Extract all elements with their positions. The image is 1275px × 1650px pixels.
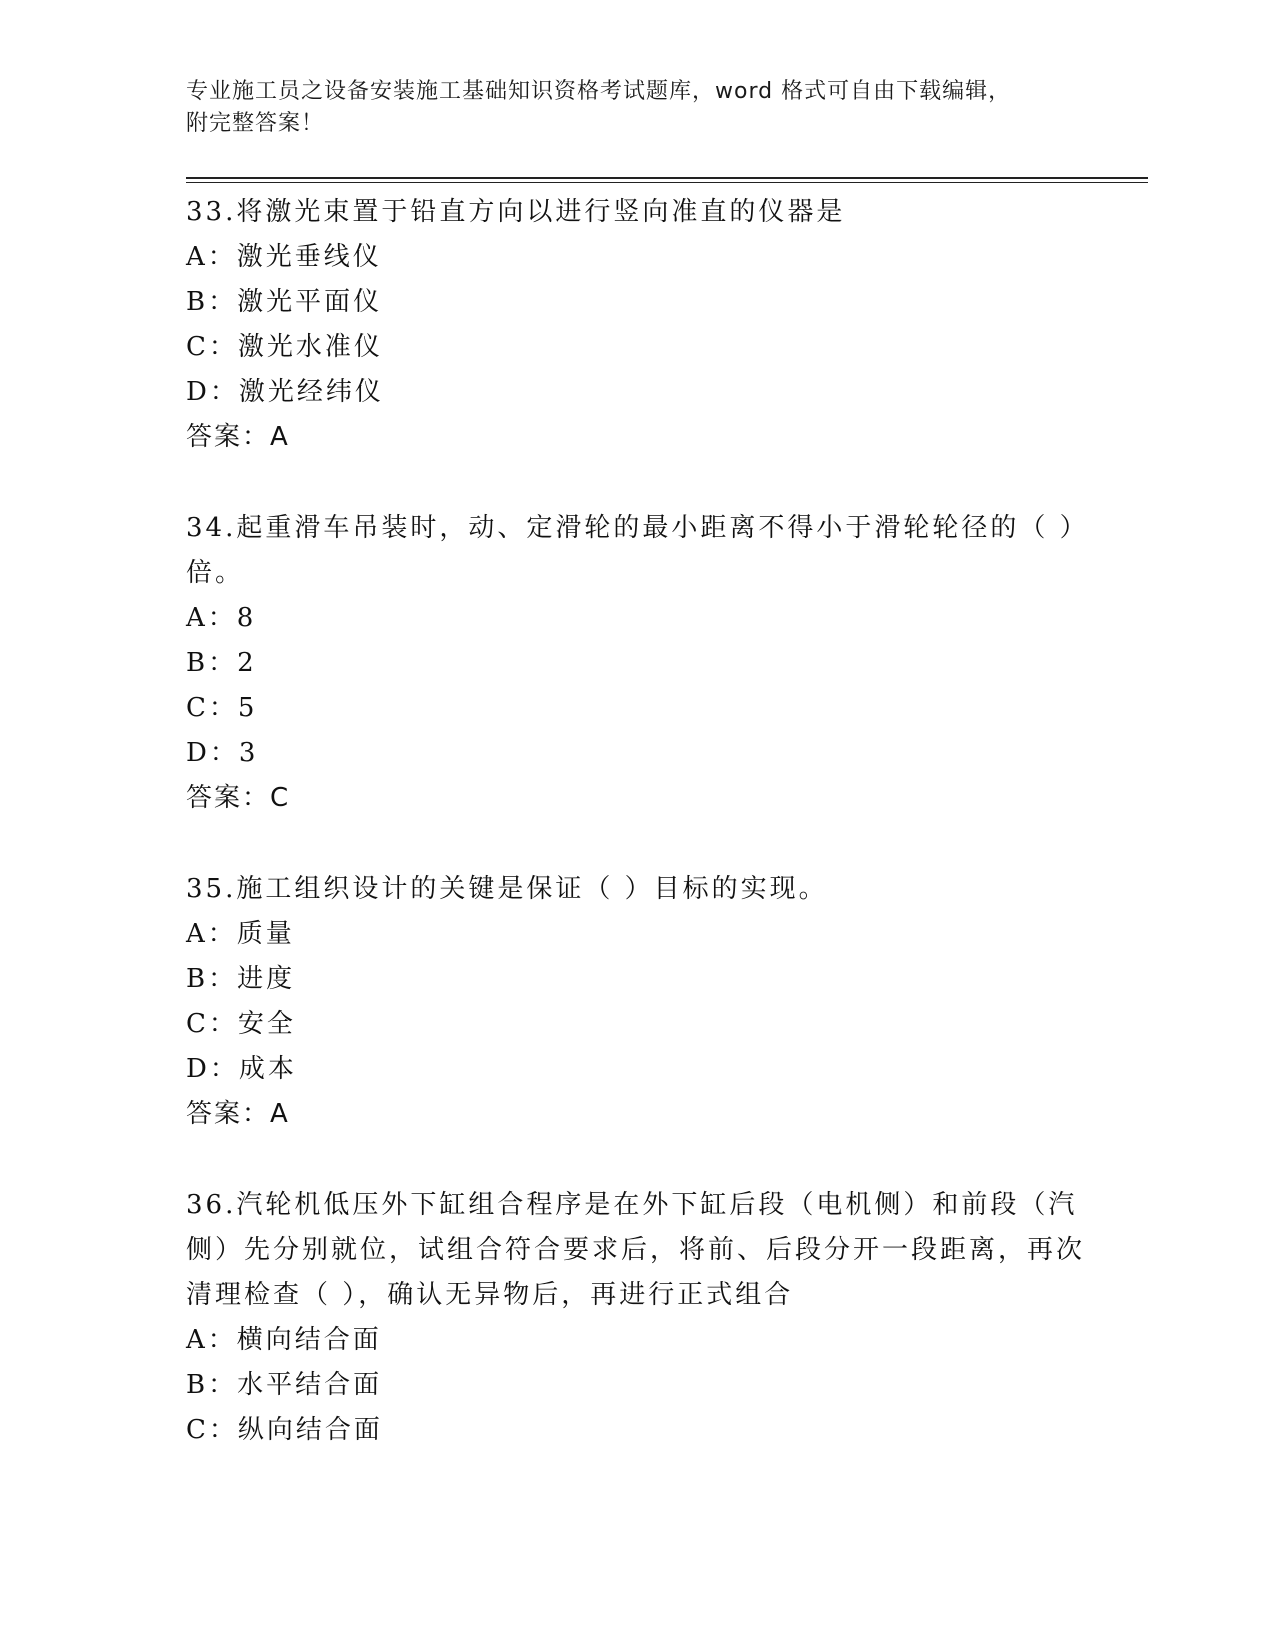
option-d: D：成本 [186, 1054, 297, 1084]
option-a: A：激光垂线仪 [186, 242, 382, 272]
question-34 [186, 506, 1086, 821]
option-b: B：水平结合面 [186, 1370, 383, 1400]
question-stem: 34.起重滑车吊装时，动、定滑轮的最小距离不得小于滑轮轮径的（ ）倍。 [186, 513, 1076, 588]
answer-line: 答案：A [186, 422, 290, 452]
question-stem: 36.汽轮机低压外下缸组合程序是在外下缸后段（电机侧）和前段（汽侧）先分别就位，试组合符合要求后，将前、后段分开一段距离，再次清理检查（ ），确认无异物后，再进行正式组合 [186, 1190, 1086, 1310]
option-c: C：激光水准仪 [186, 332, 383, 362]
answer-line: 答案：C [186, 783, 291, 813]
header-divider-thin [186, 182, 1148, 183]
answer-line: 答案：A [186, 1099, 290, 1129]
question-stem: 33.将激光束置于铅直方向以进行竖向准直的仪器是 [186, 197, 846, 227]
option-c: C：纵向结合面 [186, 1415, 383, 1445]
option-b: B：2 [186, 648, 257, 678]
header-line-1: 专业施工员之设备安装施工基础知识资格考试题库，word 格式可自由下载编辑， [186, 79, 1012, 104]
question-list [186, 190, 1086, 1499]
option-c: C：安全 [186, 1009, 296, 1039]
option-b: B：激光平面仪 [186, 287, 383, 317]
option-a: A：横向结合面 [186, 1325, 382, 1355]
header-divider-thick [186, 177, 1148, 179]
document-header [186, 76, 1086, 140]
option-a: A：质量 [186, 919, 295, 949]
question-33 [186, 190, 1086, 460]
question-36 [186, 1183, 1086, 1453]
question-stem: 35.施工组织设计的关键是保证（ ）目标的实现。 [186, 874, 828, 904]
option-d: D：激光经纬仪 [186, 377, 384, 407]
question-35 [186, 867, 1086, 1137]
option-d: D：3 [186, 738, 259, 768]
header-line-2: 附完整答案！ [186, 111, 325, 136]
option-b: B：进度 [186, 964, 296, 994]
option-a: A：8 [186, 603, 257, 633]
option-c: C：5 [186, 693, 258, 723]
